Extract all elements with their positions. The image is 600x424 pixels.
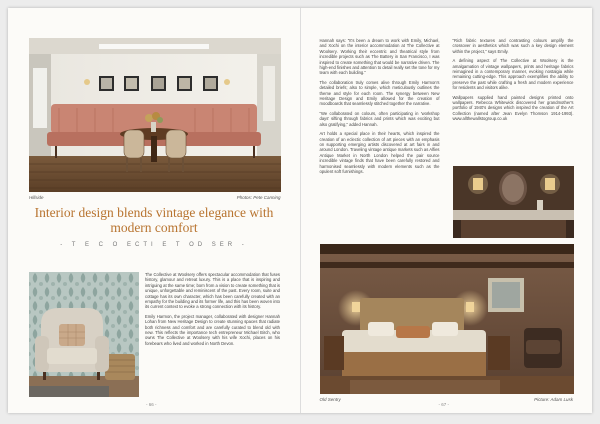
magazine-spread (8, 8, 592, 413)
banquette-photo (29, 38, 281, 192)
right-paragraph: "We collaborated on colours, often participating in 'workshop days' sifting through fabrics and prints which was exciting but also gratifying," added Hannah. (319, 110, 440, 127)
article-title: Interior design blends vintage elegance with modern comfort (34, 205, 274, 235)
right-column-1 (320, 38, 440, 178)
right-column-2 (453, 38, 574, 126)
lamp-illustration (453, 166, 574, 238)
left-page (8, 8, 301, 413)
left-body-text (145, 272, 280, 350)
lamp-photo (453, 166, 574, 238)
photo-caption-location: Hillside (29, 195, 44, 200)
armchair-photo (29, 272, 139, 397)
bedroom-photo (320, 244, 574, 394)
page-number-right: - 67 - (438, 402, 450, 407)
right-paragraph: Hannah says: "It's been a dream to work with Emily, Michael, and Xochi on the interior accommodation at The Collective at Woolsery. Working their eccentric and theatrical style from incredible projects such as The Battery in San Francisco, I was inspired to create something that would be narrative driven. The high-end finishes and attention to detail really set the tone for my team with each building." (319, 38, 440, 76)
right-paragraph: The collaboration truly comes alive through Emily Harmon's detailed briefs; also to simple, which meticulously outlines the theme and style for each room. The synergy between New Heritage Design and Emily allowed for the creation of moodboards that seamlessly stitched together the narrative. (319, 79, 440, 107)
photo-caption-location: Old Sentry (319, 397, 341, 402)
article-subtitle: - T E C O ECTI E T OD SER - (60, 242, 248, 248)
right-paragraph: Art holds a special place in their hearts, which inspired the creation of an eclectic collection of art pieces with an emphasis on supporting emerging artists discovered at art fairs in and around London. Traveling vintage antique markets such as Alfies Antique Market in North London helped the pair source incredible vintage finds that have been carefully restored and harmonised seamlessly with modern elements such as the opulent soft furnishings. (319, 131, 440, 174)
left-paragraph: Emily Harmon, the project manager, collaborated with designer Hannah Lohan from New Heritage Design to create stunning spaces that radiate both richness and comfort and are carefully curated to blend old with new. This reflects the importance tech entrepreneur Michael Birch, who owns The Collective at Woolsery with his wife Xochi, places on his forebears who lived and worked in North Devon. (145, 313, 280, 346)
photo-credit: Photos: Pete Canning (236, 195, 281, 200)
bedroom-illustration (320, 244, 574, 394)
right-paragraph: A defining aspect of The Collective at Woolsery is the amalgamation of vintage wallpapers, prints and heritage fabrics reimagined in a contemporary manner, evoking nostalgia while remaining cutting-edge. This approach exemplifies the ability to preserve the past while crafting a fresh and modern experience for residents and visitors alike. (452, 58, 574, 91)
armchair-illustration (29, 272, 139, 397)
left-paragraph: The Collective at Woolsery offers spectacular accommodation that fuses history, glamour and retreat luxury. This is a place that is inspiring and intriguing at the same time; born from a vision to create something that is unique, unforgettable and reminiscent of the past. Every room, suite and cottage has its own character, which has been carefully created with an empathy for the building and its former life, and this has been woven into its current context to evoke a strong connection with its history. (145, 272, 280, 310)
right-paragraph: "Rich fabric textures and contrasting colours amplify the crossover in aesthetics which was such a key design element within the project," says Emily. (452, 38, 574, 54)
right-page (301, 8, 593, 413)
right-paragraph: Wallpapers supplied hand painted designs printed onto wallpapers. Rebecca Whitewick discovered her grandmother's portfolio of 1940's designs which inspired the creation of the Art Collection (named after Jean Evelyn Thomson 1914-1993). www.allthewallstogroup.co.uk (452, 94, 574, 122)
banquette-illustration (29, 38, 281, 192)
photo-credit: Picture: Adam Lusk (534, 397, 573, 402)
page-number-left: - 66 - (146, 402, 157, 407)
